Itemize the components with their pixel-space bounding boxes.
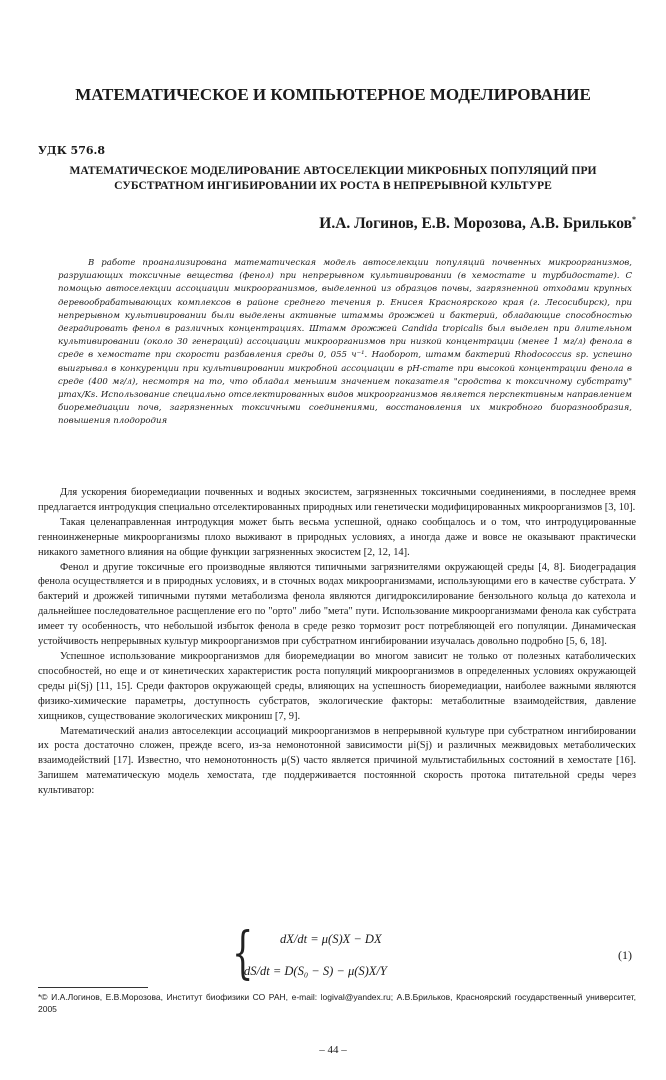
paragraph: Для ускорения биоремедиации почвенных и водных экосистем, загрязненных токсичными соединениями, в последнее время предлагается интродукция специально отселектированных природных или генетически модифицированных микроорганизмов [3, 10]. <box>38 487 636 513</box>
body-text <box>38 486 636 799</box>
footnote: *© И.А.Логинов, Е.В.Морозова, Институт биофизики СО РАН, e-mail: logival@yandex.ru; А.В.Брильков, Красноярский государственный университет, 2005 <box>38 992 636 1014</box>
equation-number: (1) <box>618 948 632 962</box>
paragraph: Успешное использование микроорганизмов для биоремедиации во многом зависит не только от полезных катаболических способностей, но еще и от кинетических характеристик роста популяций микроорганизмов в определенных условиях окружающей среды μi(Sj) [11, 15]. Среди факторов окружающей среды, влияющих на успешность биоремедиации, наиболее важными являются физико-химические параметры, доступность субстратов, экологические факторы: метаболитные взаимодействия, давление хищников, существование экологических микрониш [7, 9]. <box>38 650 636 722</box>
equation-line-1: dX/dt = μ(S)X − DX <box>280 932 382 946</box>
paragraph: Такая целенаправленная интродукция может быть весьма успешной, однако сообщалось и о том, что интродуцированные генноинженерные микроорганизмы плохо выживают в природных условиях, а иногда даже и вовсе не оказывают практически никакого заметного влияния на общие функции загрязненных экосистем [2, 12, 14]. <box>38 516 636 558</box>
author-names: И.А. Логинов, Е.В. Морозова, А.В. Брильков <box>319 215 632 233</box>
equation-line-2: dS/dt = D(S₀ − S) − μ(S)X/Y <box>244 964 387 978</box>
section-title: МАТЕМАТИЧЕСКОЕ И КОМПЬЮТЕРНОЕ МОДЕЛИРОВАНИЕ <box>75 85 591 104</box>
footnote-mark: * <box>632 215 636 224</box>
page-number: – 44 – <box>319 1044 347 1056</box>
authors <box>319 215 636 233</box>
paragraph: Математический анализ автоселекции ассоциаций микроорганизмов в непрерывной культуре при субстратном ингибировании их роста достаточно сложен, прежде всего, из-за немонотонной зависимости μi(Sj) и различных межвидовых метаболических взаимодействий [17]. Известно, что немонотонность μ(S) часто является причиной мультистабильных состояний в хемостате [16]. Запишем математическую модель хемостата, где поддерживается постоянной скорость протока питательной среды через культиватор: <box>38 725 636 797</box>
footnote-divider <box>38 987 148 988</box>
paragraph: Фенол и другие токсичные его производные являются типичными загрязнителями окружающей среды [4, 8]. Биодеградация фенола осуществляется и в природных условиях, и в сточных водах микроорганизмами, использующими его в качестве субстрата. У бактерий и дрожжей типичными путями метаболизма фенола являются дигидроксилирование бензольного кольца до катехола и дальнейшее последовательное расщепление его по "орто" либо "мета" пути. Использование микроорганизмами фенола как субстрата имеет ту особенность, что небольшой избыток фенола в среде резко тормозит рост потребляющей его популяции. Динамическая устойчивость непрерывных культур микроорганизмов при субстратном ингибировании изучалась довольно подробно [5, 6, 18]. <box>38 561 636 648</box>
equation-system <box>232 921 632 986</box>
equation-brace: { <box>232 921 254 986</box>
udc-code: УДК 576.8 <box>38 144 105 157</box>
abstract: В работе проанализирована математическая модель автоселекции популяций почвенных микроорганизмов, разрушающих токсичные вещества (фенол) при непрерывном культивировании (в хемостате и турбидостате). С помощью автоселекции ассоциации микроорганизмов, выделенной из образцов почвы, загрязненной отходами крупных деревообрабатывающих комплексов в районе среднего течения р. Енисея Красноярского края (г. Лесосибирск), при непрерывном культивировании были выделены активные штаммы дрожжей и бактерий, обладающие способностью деградировать фенол в различных концентрациях. Штамм дрожжей Candida tropicalis был выделен при длительном культивировании (около 30 генераций) ассоциации микроорганизмов при низкой концентрации (менее 1 мг/л) фенола в среде в хемостате при скорости разбавления среды 0, 055 ч⁻¹. Наоборот, штамм бактерий Rhodococcus sp. успешно выигрывал в конкуренции при культивировании микробной ассоциации в pH-стате при высокой концентрации фенола в среде (400 мг/л), несмотря на то, что обладал меньшим значением показателя "сродства к токсичному субстрату" μmax/Ks. Использование специально отселектированных видов микроорганизмов является перспективным направлением биоремедиации почв, загрязненных токсичными соединениями, восстановления их микробного биоразнообразия, повышения плодородия <box>58 258 632 427</box>
paper-title: МАТЕМАТИЧЕСКОЕ МОДЕЛИРОВАНИЕ АВТОСЕЛЕКЦИИ МИКРОБНЫХ ПОПУЛЯЦИЙ ПРИ СУБСТРАТНОМ ИНГИБИРОВАНИИ ИХ РОСТА В НЕПРЕРЫВНОЙ КУЛЬТУРЕ <box>69 164 597 192</box>
